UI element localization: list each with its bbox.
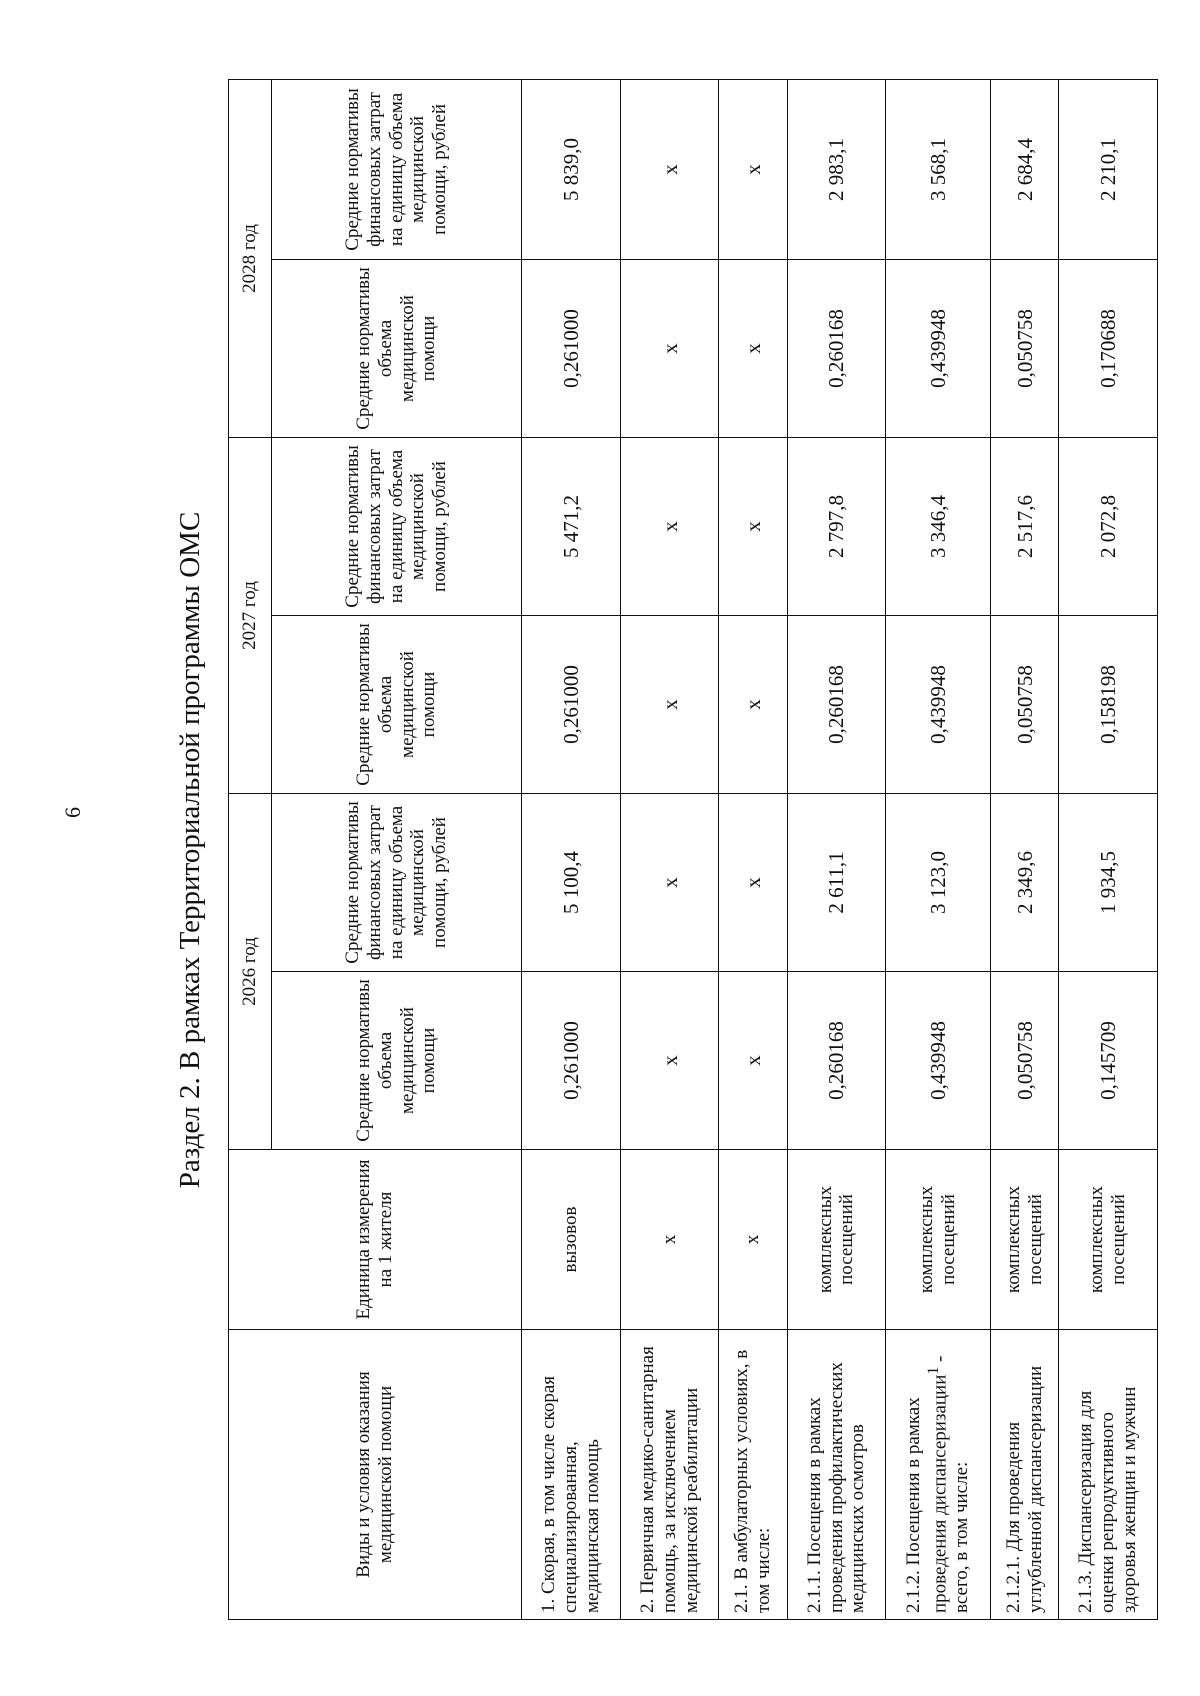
table-row [522, 79, 621, 1619]
row-unit: вызовов [522, 1150, 621, 1330]
header-cost-2028: Средние нормативы финансовых затрат на единицу объема медицинской помощи, рублей [272, 79, 522, 259]
row-volume-2026: 0,145709 [1059, 972, 1158, 1150]
row-name: 1. Скорая, в том числе скорая специализированная, медицинская помощь [522, 1330, 621, 1620]
row-cost-2026: 1 934,5 [1059, 793, 1158, 971]
row-unit: комплексных посещений [886, 1150, 991, 1330]
header-row-years [229, 79, 272, 1619]
row-cost-2027: 2 797,8 [787, 437, 886, 615]
row-name: 2.1.1. Посещения в рамках проведения профилактических медицинских осмотров [787, 1330, 886, 1620]
row-cost-2027: 5 471,2 [522, 437, 621, 615]
row-volume-2027: 0,260168 [787, 615, 886, 793]
row-volume-2028: х [620, 259, 719, 437]
row-cost-2028: х [719, 79, 787, 259]
row-name-suffix: - всего, в том числе: [929, 1355, 973, 1613]
row-volume-2027: 0,439948 [886, 615, 991, 793]
table-row [787, 79, 886, 1619]
table-row [719, 79, 787, 1619]
row-name [886, 1330, 991, 1620]
row-volume-2026: х [719, 972, 787, 1150]
header-year-2028: 2028 год [229, 79, 272, 437]
row-name: 2.1.2.1. Для проведения углубленной диспансеризации [991, 1330, 1059, 1620]
row-cost-2026: 3 123,0 [886, 793, 991, 971]
header-unit: Единица измерения на 1 жителя [229, 1150, 522, 1330]
row-unit: комплексных посещений [991, 1150, 1059, 1330]
header-year-2026: 2026 год [229, 793, 272, 1149]
row-unit: комплексных посещений [787, 1150, 886, 1330]
table-row [620, 79, 719, 1619]
row-cost-2026: 5 100,4 [522, 793, 621, 971]
row-cost-2028: 2 684,4 [991, 79, 1059, 259]
table-row [1059, 79, 1158, 1619]
row-cost-2027: х [620, 437, 719, 615]
row-volume-2026: 0,050758 [991, 972, 1059, 1150]
row-name: 2.1. В амбулаторных условиях, в том числе: [719, 1330, 787, 1620]
row-volume-2028: х [719, 259, 787, 437]
row-volume-2026: 0,439948 [886, 972, 991, 1150]
row-cost-2027: 2 072,8 [1059, 437, 1158, 615]
row-volume-2028: 0,439948 [886, 259, 991, 437]
row-volume-2027: 0,050758 [991, 615, 1059, 793]
row-cost-2028: 5 839,0 [522, 79, 621, 259]
table-row [886, 79, 991, 1619]
row-volume-2027: 0,261000 [522, 615, 621, 793]
footnote-marker: 1 [925, 1366, 943, 1375]
row-name-text: 2.1.2. Посещения в рамках проведения диспансеризации [903, 1374, 951, 1613]
row-cost-2027: х [719, 437, 787, 615]
row-cost-2026: 2 349,6 [991, 793, 1059, 971]
row-cost-2026: х [719, 793, 787, 971]
header-cost-2026: Средние нормативы финансовых затрат на единицу объема медицинской помощи, рублей [272, 793, 522, 971]
row-volume-2028: 0,170688 [1059, 259, 1158, 437]
row-cost-2027: 2 517,6 [991, 437, 1059, 615]
row-cost-2028: 3 568,1 [886, 79, 991, 259]
row-volume-2028: 0,261000 [522, 259, 621, 437]
header-cost-2027: Средние нормативы финансовых затрат на единицу объема медицинской помощи, рублей [272, 437, 522, 615]
row-cost-2026: 2 611,1 [787, 793, 886, 971]
header-year-2027: 2027 год [229, 437, 272, 793]
row-name: 2.1.3. Диспансеризация для оценки репродуктивного здоровья женщин и мужчин [1059, 1330, 1158, 1620]
row-volume-2027: х [620, 615, 719, 793]
row-cost-2028: 2 210,1 [1059, 79, 1158, 259]
row-cost-2026: х [620, 793, 719, 971]
row-name: 2. Первичная медико-санитарная помощь, за исключением медицинской реабилитации [620, 1330, 719, 1620]
row-volume-2028: 0,050758 [991, 259, 1059, 437]
row-volume-2026: х [620, 972, 719, 1150]
normatives-table [228, 79, 1158, 1620]
row-volume-2026: 0,261000 [522, 972, 621, 1150]
header-volume-2028: Средние нормативы объема медицинской помощи [272, 259, 522, 437]
row-unit: х [719, 1150, 787, 1330]
row-unit: х [620, 1150, 719, 1330]
header-volume-2026: Средние нормативы объема медицинской помощи [272, 972, 522, 1150]
row-volume-2027: 0,158198 [1059, 615, 1158, 793]
row-cost-2028: х [620, 79, 719, 259]
row-unit: комплексных посещений [1059, 1150, 1158, 1330]
section-title: Раздел 2. В рамках Территориальной программы ОМС [174, 511, 206, 1189]
row-cost-2028: 2 983,1 [787, 79, 886, 259]
rotated-page-content [160, 80, 1200, 1620]
table-row [991, 79, 1059, 1619]
row-volume-2027: х [719, 615, 787, 793]
row-volume-2026: 0,260168 [787, 972, 886, 1150]
header-volume-2027: Средние нормативы объема медицинской помощи [272, 615, 522, 793]
row-volume-2028: 0,260168 [787, 259, 886, 437]
page-number: 6 [60, 807, 85, 818]
header-kind: Виды и условия оказания медицинской помощи [229, 1330, 522, 1620]
row-cost-2027: 3 346,4 [886, 437, 991, 615]
